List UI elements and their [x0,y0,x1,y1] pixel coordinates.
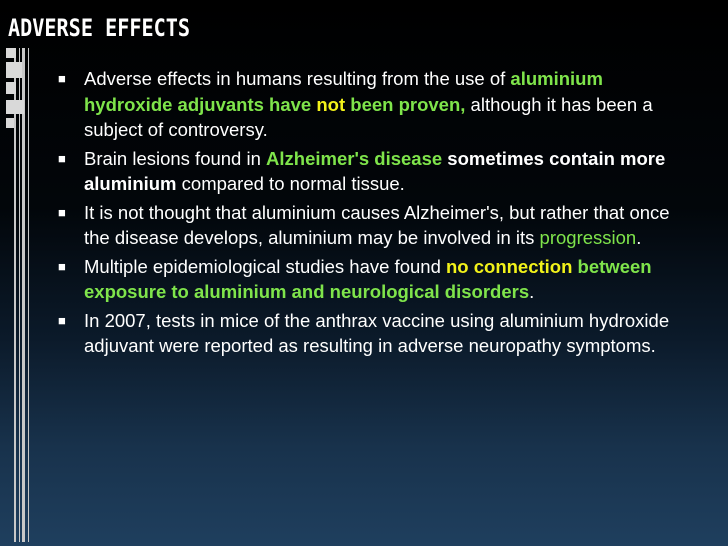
bold-text: sometimes contain more aluminium [84,147,666,194]
slide-title: ADVERSE EFFECTS [8,14,191,42]
highlight-text: Alzheimer's disease [266,147,443,169]
bullet-text [84,256,652,303]
square-bullet-icon: ■ [58,258,66,274]
bullet-text [84,310,669,357]
square-bullet-icon: ■ [58,71,66,86]
bullet-item [56,200,696,251]
bullet-text [84,202,670,249]
text-run: In 2007, tests in mice of the anthrax vaccine using aluminium hydroxide adjuvant were reported as resulting in adverse neuropathy symptoms. [84,309,670,356]
highlight-text: progression [539,227,637,248]
highlight-text: between exposure to aluminium and neurological disorders [84,255,652,302]
text-run: Adverse effects in humans resulting from the use of [84,68,511,89]
bullet-text [84,68,653,140]
square-bullet-icon: ■ [58,204,66,220]
highlight-text: no connection [446,255,573,277]
highlight-text: been proven, [345,93,466,115]
bullet-item [56,146,696,197]
highlight-text: aluminium hydroxide adjuvants have [84,68,603,115]
bullet-list [56,66,696,362]
text-run: . [529,281,535,302]
bullet-item [56,254,696,305]
bullet-item [56,66,696,143]
square-bullet-icon: ■ [58,312,66,328]
highlight-text: not [316,93,346,115]
text-run: Multiple epidemiological studies have found [84,255,446,277]
bullet-text [84,148,665,195]
vertical-lines-decoration [6,48,32,542]
bullet-item [56,308,696,359]
square-bullet-icon: ■ [58,150,66,166]
text-run: . [636,227,642,248]
text-run: compared to normal tissue. [176,173,405,194]
text-run: Brain lesions found in [84,147,267,169]
text-run: It is not thought that aluminium causes Alzheimer's, but rather that once the disease develops, aluminium may be involved in its [84,201,670,248]
text-run: although it has been a subject of controversy. [84,93,653,140]
